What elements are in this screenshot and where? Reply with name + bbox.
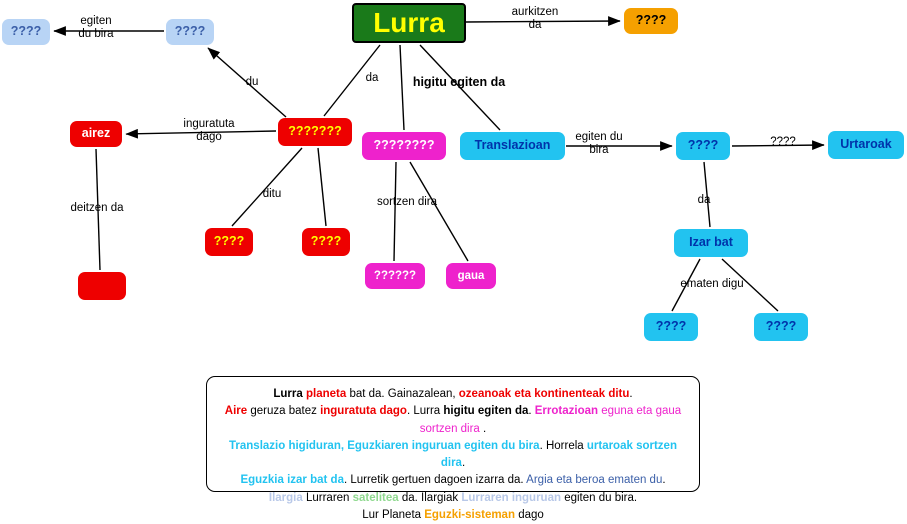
summary-segment: inguratuta dago [320,405,407,418]
summary-segment: Lur Planeta [362,508,425,521]
node-ditu1[interactable]: ???? [205,228,253,256]
summary-segment: Eguzki-sisteman [424,508,519,521]
summary-segment: . Lurretik gertuen dagoen izarra da. [343,474,527,487]
summary-segment: ozeanoak eta kontinenteak ditu [458,388,630,400]
summary-line [219,403,687,438]
summary-segment: eguna eta gaua sortzen dira [419,405,682,435]
node-errotazioa[interactable]: ???????? [362,132,446,160]
summary-segment: . Lurra [406,405,444,418]
summary-segment: . [662,474,666,487]
summary-segment: Errotazioan [534,405,602,418]
edge-label-aurkitzen-da: aurkitzen da [511,6,559,32]
edge-label-deitzen-da: deitzen da [70,202,124,214]
node-geruza[interactable]: airez [70,121,122,147]
edge-label-ilargi-urtaro: ???? [770,136,796,148]
node-ditu2[interactable]: ???? [302,228,350,256]
summary-segment: Lurraren [305,491,353,504]
summary-segment: Lurra [273,388,306,400]
node-argia[interactable]: ???? [644,313,698,341]
summary-segment: satelitea [352,491,402,504]
edge-lines [54,21,824,311]
node-bira1[interactable]: ???? [2,19,50,45]
node-urtaroak[interactable]: Urtaroak [828,131,904,159]
summary-segment: planeta [305,388,350,400]
summary-segment: . [483,422,487,435]
summary-segment: urtaroak sortzen dira [440,439,677,469]
edge-label-ditu: ditu [262,188,282,200]
node-izarbat[interactable]: Izar bat [674,229,748,257]
edge-label-higitu: higitu egiten da [412,75,506,89]
summary-segment: Translazio higiduran, Eguzkiaren inguruan egiten du bira [229,439,540,452]
edge-errotazioa-to-eguna [394,162,396,261]
node-aurkitzen[interactable]: ???? [624,8,678,34]
edge-errotazioa-to-gaua [410,162,468,261]
summary-segment: Aire [224,405,251,418]
node-gaua[interactable]: gaua [446,263,496,289]
summary-segment: . [461,457,466,469]
summary-line [219,472,687,489]
node-bira2[interactable]: ???? [166,19,214,45]
summary-segment: . Horrela [539,439,587,452]
node-ilargia[interactable]: ???? [676,132,730,160]
edge-gainazal-to-ditu1 [232,148,302,226]
summary-segment: . [629,388,633,400]
node-gainazal[interactable]: ??????? [278,118,352,146]
summary-segment: egiten du bira. [564,491,638,504]
edge-label-egiten-du-bira2: egiten du bira [575,131,623,157]
summary-segment: bat da. Gainazalean, [349,388,459,400]
summary-segment: Argia eta beroa ematen du [526,474,663,487]
node-beroa[interactable]: ???? [754,313,808,341]
edge-label-da2: da [697,194,711,206]
summary-line [219,386,687,403]
edge-gainazal-to-ditu2 [318,148,326,226]
edge-label-da: da [365,72,379,84]
summary-segment: da. Ilargiak [401,491,462,504]
edge-label-inguratuta: inguratuta dago [183,118,235,144]
summary-segment: Eguzkia izar bat da [240,474,344,487]
node-translazioa[interactable]: Translazioan [460,132,565,160]
summary-segment: . [528,405,535,418]
summary-text-box [206,376,700,521]
summary-segment: Lurraren inguruan [461,491,565,504]
node-eguna[interactable]: ?????? [365,263,425,289]
summary-segment: geruza batez [250,405,321,418]
summary-segment: higitu egiten da [443,405,529,418]
summary-line [219,490,687,507]
edge-label-egiten-du-bira: egiten du bira [78,15,114,41]
summary-line [219,507,687,524]
summary-segment: dago [518,508,544,521]
summary-segment: Ilargia [268,491,306,504]
node-deitzenda[interactable] [78,272,126,300]
edge-label-ematen-digu: ematen digu [680,278,744,290]
edge-label-sortzen-dira: sortzen dira [376,196,438,208]
edge-label-du: du [245,76,259,88]
summary-line [219,438,687,473]
node-lurra[interactable]: Lurra [352,3,466,43]
